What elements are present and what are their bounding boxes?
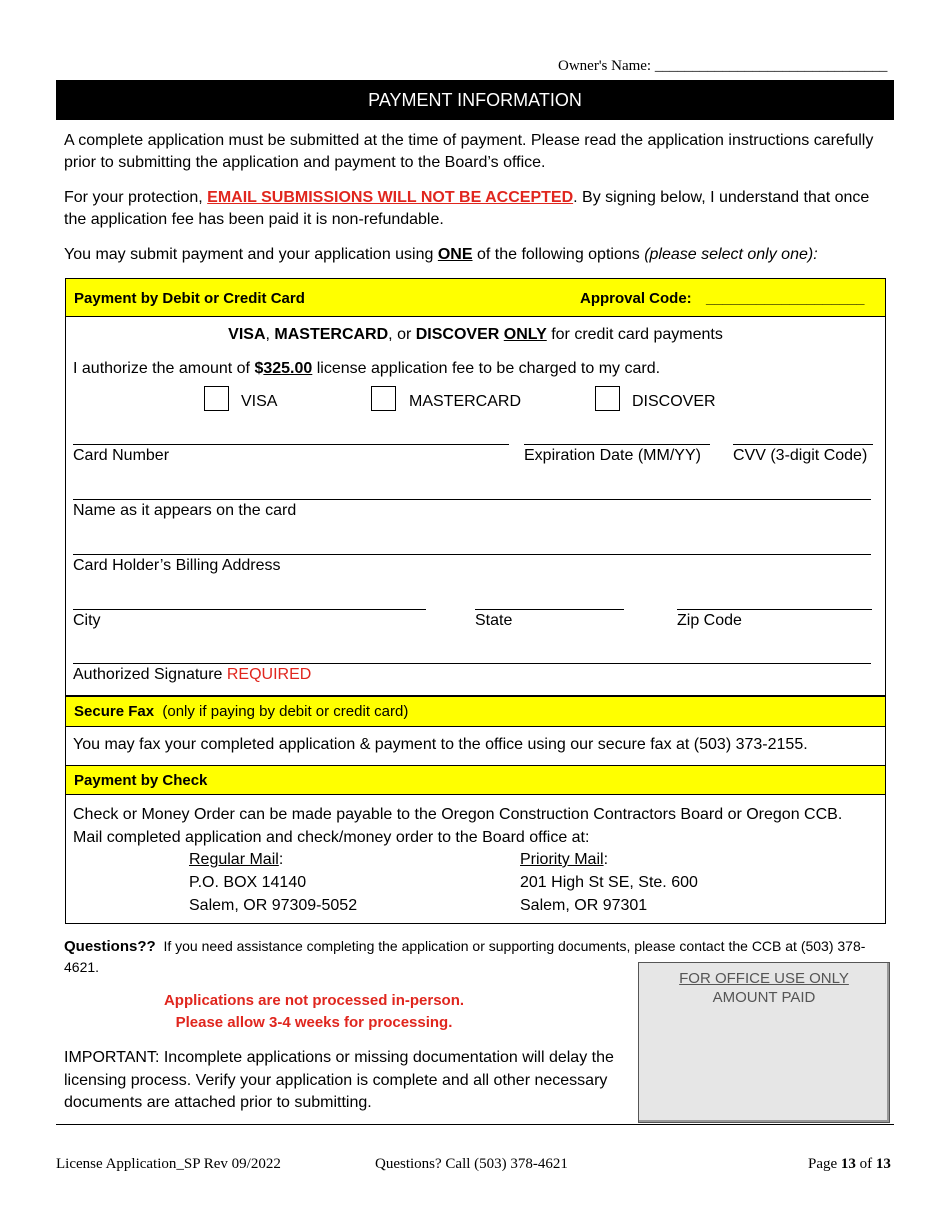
- visa-checkbox[interactable]: [204, 386, 229, 411]
- intro-p3-one: ONE: [437, 246, 473, 263]
- card-section-title: Payment by Debit or Credit Card: [74, 290, 305, 307]
- card-section-header: [65, 278, 886, 317]
- page-total: 13: [875, 1156, 891, 1172]
- amount-paid-label: AMOUNT PAID: [712, 989, 816, 1006]
- questions-label: Questions??: [64, 938, 156, 955]
- expiration-label: Expiration Date (MM/YY): [524, 447, 701, 464]
- page-number: [808, 1156, 891, 1173]
- mastercard-checkbox[interactable]: [371, 386, 396, 411]
- fax-section-subtitle: (only if paying by debit or credit card): [154, 703, 409, 720]
- owner-name-blank[interactable]: _______________________________: [654, 58, 888, 74]
- intro-paragraph-2: [64, 187, 890, 231]
- footer-phone: Questions? Call (503) 378-4621: [375, 1156, 568, 1172]
- owner-name-row: [558, 56, 887, 76]
- regular-mail-line-2: Salem, OR 97309-5052: [189, 897, 358, 914]
- check-instructions: Check or Money Order can be made payable to the Oregon Construction Contractors Board or Oregon CCB. Mail completed application and check/money order to the Board office at:: [73, 806, 843, 846]
- footer-rule: [56, 1124, 894, 1125]
- accepted-post: for credit card payments: [546, 326, 723, 343]
- questions-text: If you need assistance completing the application or supporting documents, please contact the CCB at (503) 378-4621.: [64, 938, 866, 975]
- intro-paragraph-1: A complete application must be submitted at the time of payment. Please read the application instructions carefully prior to submitting the application and payment to the Board’s office.: [64, 132, 874, 171]
- discover-option-label: DISCOVER: [632, 393, 716, 410]
- regular-mail-label: Regular Mail: [189, 851, 279, 868]
- intro-p2-pre: For your protection,: [64, 189, 208, 206]
- accepted-only: ONLY: [503, 326, 547, 343]
- priority-mail-line-1: 201 High St SE, Ste. 600: [520, 874, 698, 891]
- cardholder-name-label: Name as it appears on the card: [73, 502, 297, 519]
- approval-code-label: Approval Code:: [580, 290, 692, 307]
- priority-mail-label: Priority Mail: [520, 851, 604, 868]
- fax-instructions: You may fax your completed application & payment to the office using our secure fax at (503) 373-2155.: [73, 736, 808, 753]
- accepted-visa: VISA: [228, 326, 266, 343]
- card-section-body: [65, 316, 886, 696]
- mastercard-option-label: MASTERCARD: [409, 393, 522, 410]
- owner-name-label: Owner's Name:: [558, 58, 652, 74]
- accepted-sep-2: , or: [388, 326, 416, 343]
- page-current: 13: [840, 1156, 856, 1172]
- intro-paragraph-3: [64, 244, 890, 266]
- state-label: State: [475, 612, 513, 629]
- page-title: PAYMENT INFORMATION: [56, 80, 894, 120]
- card-number-label: Card Number: [73, 447, 170, 464]
- regular-mail-colon: :: [278, 851, 284, 868]
- important-note: IMPORTANT: Incomplete applications or missing documentation will delay the licensing process. Verify your application is complete and all other necessary documents are attached prior to submitting.: [64, 1049, 614, 1111]
- zip-label: Zip Code: [677, 612, 742, 629]
- auth-dollar: $: [254, 360, 264, 377]
- email-warning: EMAIL SUBMISSIONS WILL NOT BE ACCEPTED: [207, 189, 574, 206]
- regular-mail-address: [189, 848, 357, 917]
- check-section-title: Payment by Check: [74, 772, 208, 789]
- regular-mail-line-1: P.O. BOX 14140: [189, 874, 307, 891]
- fax-section-title: Secure Fax: [74, 703, 155, 720]
- priority-mail-address: [520, 848, 698, 917]
- notice-in-person: Applications are not processed in-person.: [163, 992, 465, 1009]
- signature-text: Authorized Signature: [73, 666, 227, 683]
- page-prefix: Page: [808, 1156, 841, 1172]
- signature-required: REQUIRED: [226, 666, 312, 683]
- check-section-body: [65, 794, 886, 924]
- discover-checkbox[interactable]: [595, 386, 620, 411]
- billing-address-label: Card Holder’s Billing Address: [73, 557, 281, 574]
- check-section-header: [65, 765, 886, 795]
- auth-amount: 325.00: [263, 360, 313, 377]
- office-use-title: FOR OFFICE USE ONLY: [679, 970, 849, 987]
- accepted-mastercard: MASTERCARD: [274, 326, 389, 343]
- notice-processing-time: Please allow 3-4 weeks for processing.: [175, 1014, 453, 1031]
- accepted-discover: DISCOVER: [415, 326, 500, 343]
- priority-mail-line-2: Salem, OR 97301: [520, 897, 648, 914]
- fax-section-title-row: [74, 701, 408, 722]
- signature-label: [73, 664, 311, 686]
- processing-notice: [64, 990, 564, 1034]
- intro-p3-mid: of the following options: [472, 246, 645, 263]
- visa-option-label: VISA: [241, 393, 278, 410]
- fax-section-header: [65, 696, 886, 727]
- priority-mail-colon: :: [603, 851, 609, 868]
- fax-section-body: [65, 726, 886, 766]
- intro-p3-pre: You may submit payment and your application using: [64, 246, 438, 263]
- intro-p3-italic: (please select only one):: [644, 246, 818, 263]
- form-revision: License Application_SP Rev 09/2022: [56, 1156, 281, 1172]
- office-use-box: [638, 962, 890, 1123]
- auth-post: license application fee to be charged to my card.: [312, 360, 661, 377]
- approval-code-field[interactable]: ___________________: [706, 290, 865, 307]
- city-label: City: [73, 612, 101, 629]
- page-of: of: [855, 1156, 876, 1172]
- accepted-sep-1: ,: [265, 326, 275, 343]
- cvv-label: CVV (3-digit Code): [733, 447, 868, 464]
- auth-pre: I authorize the amount of: [73, 360, 255, 377]
- accepted-cards-note: [66, 324, 885, 346]
- intro-p2-post: . By signing below, I understand that once the application fee has been paid it is non-refundable.: [64, 189, 870, 228]
- authorization-statement: [73, 358, 660, 380]
- city-field[interactable]: [73, 609, 426, 610]
